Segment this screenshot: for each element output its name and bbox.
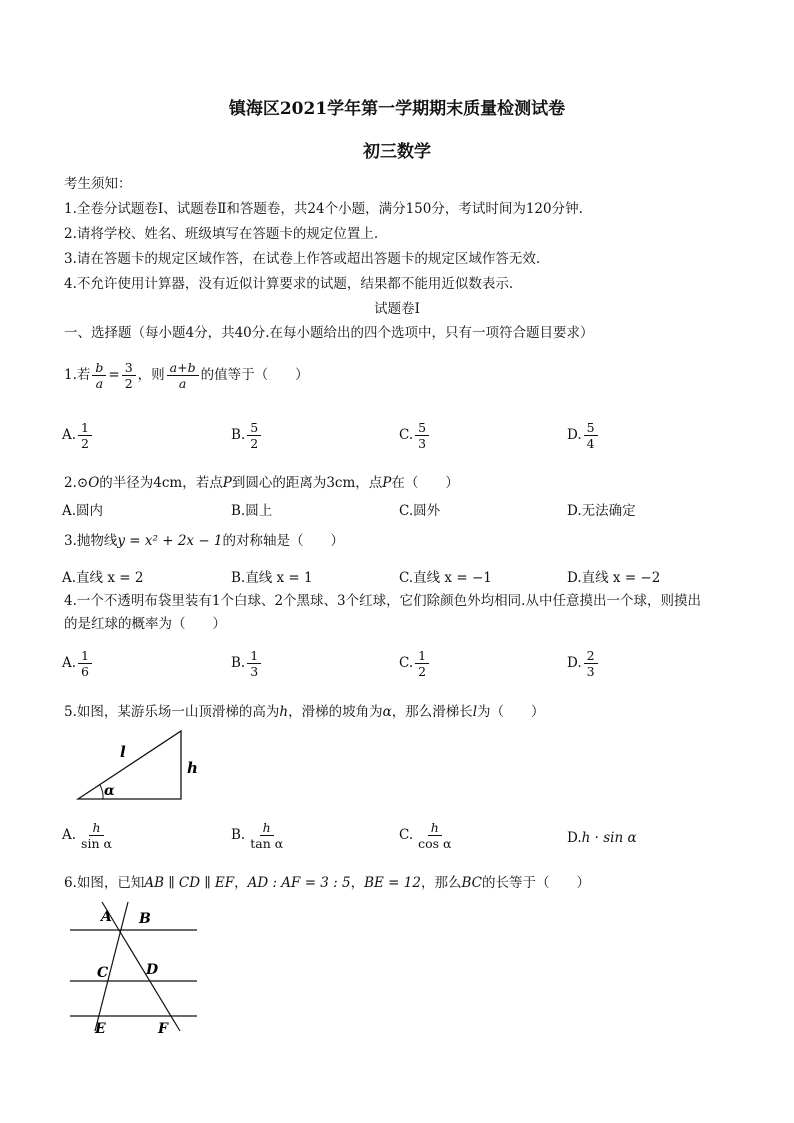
- label-c: C: [97, 965, 109, 981]
- label-l: l: [120, 743, 126, 761]
- q3-option-c: C.直线 x = −1: [399, 570, 492, 586]
- q5-option-a: A. $\frac{h}{\text{sin α}}$: [62, 820, 112, 851]
- parallel-lines-figure: [65, 900, 205, 1040]
- label-h: h: [187, 759, 198, 777]
- q4-option-d: D. $\frac{2}{3}$: [567, 648, 600, 679]
- q1-option-b: B. $\frac{5}{2}$: [231, 420, 263, 451]
- exam-title: 镇海区2021学年第一学期期末质量检测试卷: [228, 99, 566, 119]
- fraction-3-over-2: $\frac{3}{2}$: [122, 360, 136, 391]
- label-b: B: [139, 911, 151, 927]
- q2-option-c: C.圆外: [399, 503, 441, 519]
- notice-heading: 考生须知：: [64, 176, 132, 192]
- label-e: E: [95, 1021, 106, 1037]
- exam-subtitle: 初三数学: [363, 142, 431, 162]
- section-heading: 一、选择题（每小题4分，共40分.在每小题给出的四个选项中，只有一项符合题目要求）: [64, 325, 594, 341]
- label-a: A: [101, 909, 112, 925]
- parabola-expression: y = x² + 2x − 1: [117, 533, 223, 549]
- question-4-line-1: 4.一个不透明布袋里装有1个白球、2个黑球、3个红球，它们除颜色外均相同.从中任意摸出一个球，则摸出: [64, 593, 701, 609]
- question-2: 2.⊙O的半径为4cm，若点P到圆心的距离为3cm，点P在（ ）: [64, 475, 459, 491]
- fraction-b-over-a: $\frac{b}{a}$: [92, 360, 106, 391]
- notice-item-1: 1.全卷分试题卷Ⅰ、试题卷Ⅱ和答题卷，共24个小题，满分150分，考试时间为120分钟.: [64, 201, 583, 217]
- q1-option-a: A. $\frac{1}{2}$: [62, 420, 94, 451]
- question-6: 6.如图，已知AB ∥ CD ∥ EF，AD : AF = 3 : 5，BE = 12，那么BC的长等于（ ）: [64, 875, 590, 891]
- notice-item-3: 3.请在答题卡的规定区域作答，在试卷上作答或超出答题卡的规定区域作答无效.: [64, 251, 541, 267]
- question-1: 1.若 $\frac{b}{a}$ = $\frac{3}{2}$ ，则 $\frac{a+b}{a}$ 的值等于（ ）: [64, 360, 309, 391]
- paper-label: 试题卷Ⅰ: [374, 301, 420, 317]
- q2-option-d: D.无法确定: [567, 503, 636, 519]
- q3-option-b: B.直线 x = 1: [231, 570, 313, 586]
- question-3: 3.抛物线y = x² + 2x − 1的对称轴是（ ）: [64, 533, 345, 549]
- notice-item-2: 2.请将学校、姓名、班级填写在答题卡的规定位置上.: [64, 226, 379, 242]
- q4-option-c: C. $\frac{1}{2}$: [399, 648, 431, 679]
- q5-option-d: D.h · sin α: [567, 830, 637, 846]
- question-5: 5.如图，某游乐场一山顶滑梯的高为h，滑梯的坡角为α，那么滑梯长l为（ ）: [64, 704, 545, 720]
- triangle-shape: [78, 731, 181, 799]
- q1-option-c: C. $\frac{5}{3}$: [399, 420, 431, 451]
- q5-option-c: C. $\frac{h}{\text{cos α}}$: [399, 820, 452, 851]
- label-d: D: [146, 962, 159, 978]
- slide-triangle-figure: [70, 725, 205, 805]
- label-alpha: α: [104, 783, 115, 799]
- notice-item-4: 4.不允许使用计算器，没有近似计算要求的试题，结果都不能用近似数表示.: [64, 276, 514, 292]
- fraction-a-plus-b-over-a: $\frac{a+b}{a}$: [167, 360, 199, 391]
- q3-option-d: D.直线 x = −2: [567, 570, 661, 586]
- q5-option-b: B. $\frac{h}{\text{tan α}}$: [231, 820, 284, 851]
- q2-option-a: A.圆内: [62, 503, 104, 519]
- q4-option-b: B. $\frac{1}{3}$: [231, 648, 263, 679]
- question-4-line-2: 的是红球的概率为（ ）: [64, 616, 226, 632]
- q4-option-a: A. $\frac{1}{6}$: [62, 648, 94, 679]
- q1-option-d: D. $\frac{5}{4}$: [567, 420, 600, 451]
- angle-arc: [100, 785, 103, 799]
- label-f: F: [158, 1021, 168, 1037]
- q3-option-a: A.直线 x = 2: [62, 570, 144, 586]
- q2-option-b: B.圆上: [231, 503, 273, 519]
